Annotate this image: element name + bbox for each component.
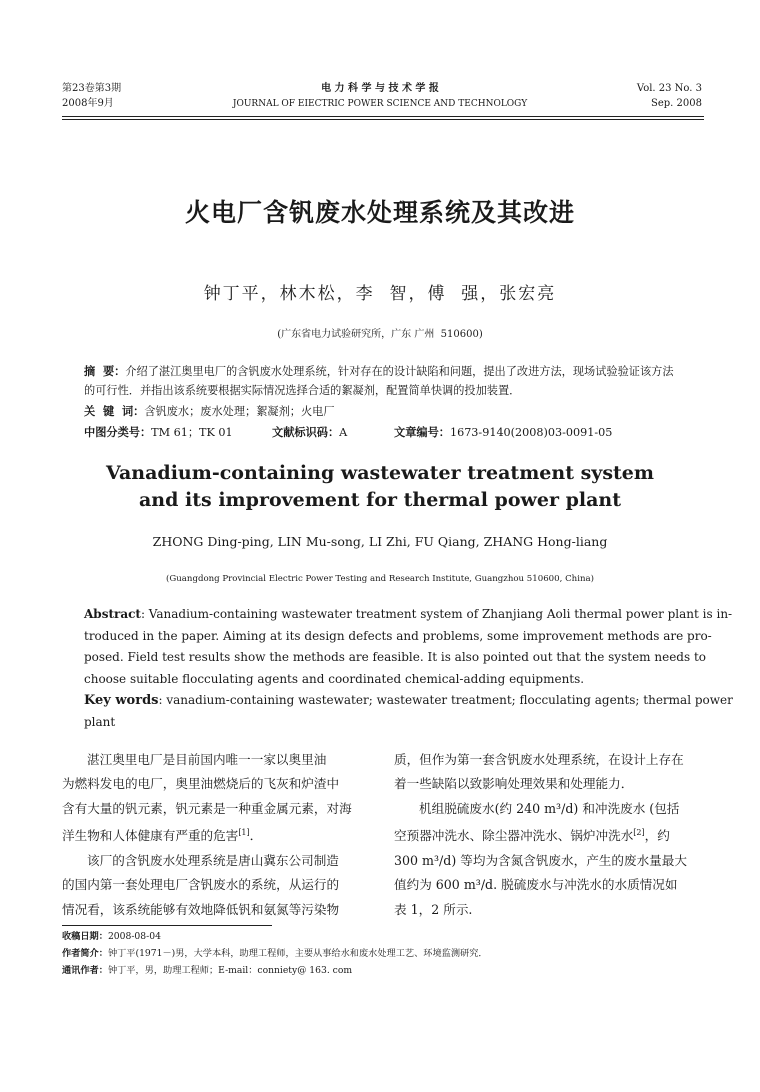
body-right-column <box>394 748 700 922</box>
citation-ref: [1] <box>238 828 250 838</box>
classification-row <box>84 423 684 442</box>
title-cn: 火电厂含钒废水处理系统及其改进 <box>184 198 575 227</box>
doc-code-label: 文献标识码： <box>272 426 340 439</box>
body-line: 表 1，2 所示. <box>394 901 473 917</box>
abstract-en-line: posed. Field test results show the methods are feasible. It is also pointed out that the system needs to <box>84 650 706 664</box>
correspondence-label: 通讯作者： <box>62 965 108 976</box>
header-volume-en: Vol. 23 No. 3 <box>636 83 702 94</box>
body-punct: ． <box>249 828 263 844</box>
keywords-en-line: : vanadium-containing wastewater; wastewater treatment; flocculating agents; thermal power <box>158 693 733 707</box>
header-rule-top <box>62 116 704 117</box>
header-date-en: Sep. 2008 <box>651 98 702 109</box>
body-line: 值约为 600 m³/d. 脱硫废水与冲洗水的水质情况如 <box>394 877 678 893</box>
affiliation-en: (Guangdong Provincial Electric Power Testing and Research Institute, Guangzhou 510600, China) <box>166 574 594 584</box>
abstract-cn-label: 摘 要： <box>84 365 126 378</box>
body-line: 为燃料发电的电厂，奥里油燃烧后的飞灰和炉渣中 <box>62 776 340 792</box>
body-line: 该厂的含钒废水处理系统是唐山冀东公司制造 <box>87 852 339 868</box>
body-line: 情况看，该系统能够有效地降低钒和氨氮等污染物 <box>62 901 340 917</box>
keywords-cn-text: 含钒废水；废水处理；絮凝剂；火电厂 <box>144 405 335 418</box>
authors-en: ZHONG Ding-ping, LIN Mu-song, LI Zhi, FU Qiang, ZHANG Hong-liang <box>152 534 608 549</box>
abstract-en-label: Abstract <box>84 607 141 621</box>
keywords-en-line: plant <box>84 714 116 729</box>
citation-ref: [2] <box>633 828 645 838</box>
keywords-cn <box>84 402 678 421</box>
body-line: ，约 <box>644 828 670 844</box>
header-volume-issue: 第23卷第3期 <box>62 83 122 94</box>
body-line: 300 m³/d) 等均为含氮含钒废水，产生的废水量最大 <box>394 852 687 868</box>
abstract-en-line: : Vanadium-containing wastewater treatment system of Zhanjiang Aoli thermal power plant is in- <box>140 607 733 621</box>
clc-label: 中图分类号： <box>84 426 152 439</box>
body-left-column <box>62 748 368 922</box>
footnote-rule <box>62 925 272 926</box>
body-line: 含有大量的钒元素，钒元素是一种重金属元素，对海 <box>62 800 352 816</box>
header-journal-cn: 电 力 科 学 与 技 术 学 报 <box>321 83 439 94</box>
keywords-cn-label: 关 键 词： <box>84 405 145 418</box>
title-en-line-1: Vanadium-containing wastewater treatment system <box>106 462 654 484</box>
doc-code-value: A <box>339 426 348 439</box>
bio-value: 钟丁平(1971－)男，大学本科，助理工程师，主要从事给水和废水处理工艺、环境监测研究． <box>107 948 488 959</box>
body-line: 质，但作为第一套含钒废水处理系统，在设计上存在 <box>394 752 684 767</box>
correspondence-value: 钟丁平，男，助理工程师；E-mail：conniety@ 163. com <box>107 965 353 976</box>
footnotes <box>62 928 702 979</box>
body-line: 机组脱硫废水(约 240 m³/d) 和冲洗废水 (包括 <box>419 800 680 816</box>
header-rule-bottom <box>62 119 704 120</box>
title-en-line-2: and its improvement for thermal power plant <box>139 489 621 511</box>
authors-cn: 钟丁平，林木松，李 智，傅 强，张宏亮 <box>203 284 557 304</box>
abstract-en <box>84 604 733 733</box>
bio-label: 作者简介： <box>62 948 108 959</box>
clc-value: TM 61；TK 01 <box>151 426 233 439</box>
article-no-label: 文章编号： <box>394 426 450 439</box>
keywords-en-label: Key words <box>84 693 159 708</box>
abstract-en-line: choose suitable flocculating agents and coordinated chemical-adding equipments. <box>84 671 585 686</box>
received-value: 2008-08-04 <box>107 931 161 942</box>
abstract-en-line: troduced in the paper. Aiming at its design defects and problems, some improvement methods are pro- <box>84 628 712 643</box>
header-date-cn: 2008年9月 <box>62 98 114 109</box>
abstract-cn <box>84 362 678 400</box>
article-no-value: 1673-9140(2008)03-0091-05 <box>449 426 613 439</box>
body-line: 着一些缺陷以致影响处理效果和处理能力． <box>394 776 634 792</box>
body-line: 洋生物和人体健康有严重的危害 <box>62 828 239 844</box>
affiliation-cn: (广东省电力试验研究所，广东 广州 510600) <box>277 329 483 340</box>
abstract-cn-text: 介绍了湛江奥里电厂的含钒废水处理系统，针对存在的设计缺陷和问题，提出了改进方法，现场试验验证该方法的可行性．并指出该系统要根据实际情况选择合适的絮凝剂，配置简单快调的投加装置． <box>84 365 674 397</box>
received-label: 收稿日期： <box>62 931 108 942</box>
body-line: 湛江奥里电厂是目前国内唯一一家以奥里油 <box>87 752 327 767</box>
body-line: 的国内第一套处理电厂含钒废水的系统，从运行的 <box>62 877 340 893</box>
body-line: 空预器冲洗水、除尘器冲洗水、锅炉冲洗水 <box>394 828 634 844</box>
header-journal-en: JOURNAL OF EIECTRIC POWER SCIENCE AND TECHNOLOGY <box>232 99 528 109</box>
